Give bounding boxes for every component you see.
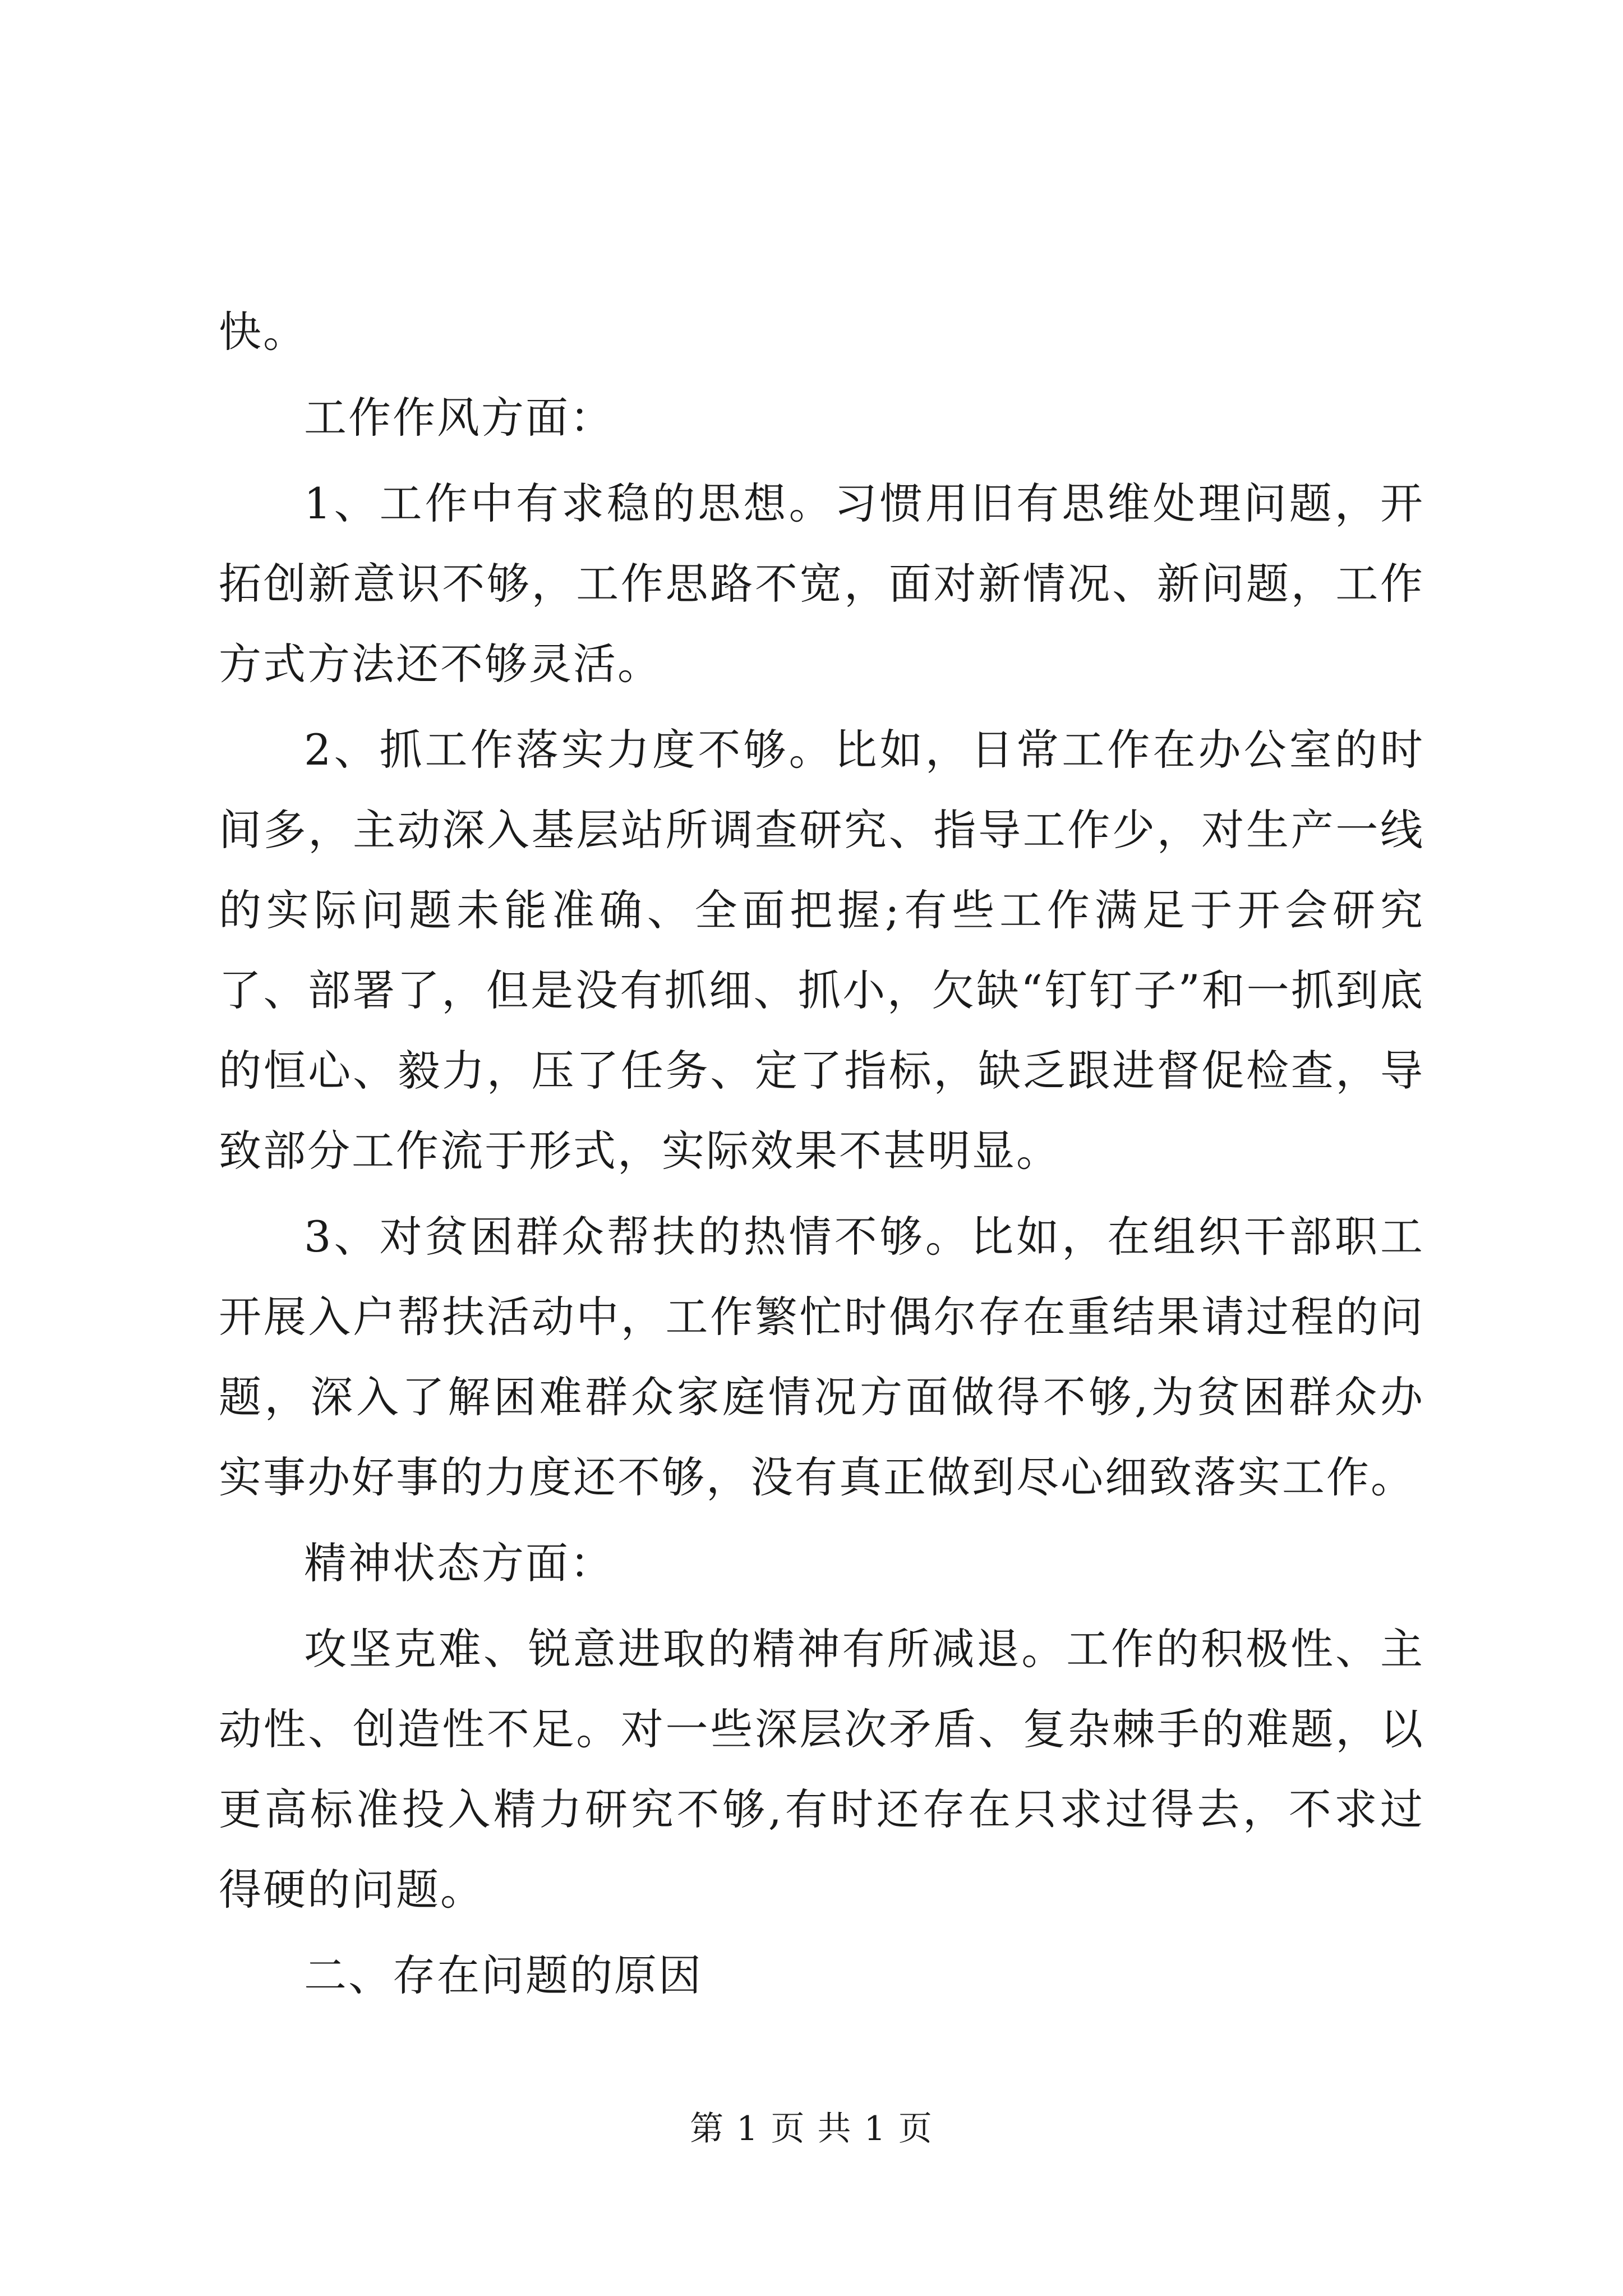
paragraph-item-2: 2、抓工作落实力度不够。比如，日常工作在办公室的时间多，主动深入基层站所调查研究、指导工作少，对生产一线的实际问题未能准确、全面把握;有些工作满足于开会研究了、部署了，但是没有抓细、抓小，欠缺“钉钉子”和一抓到底的恒心、毅力，压了任务、定了指标，缺乏跟进督促检查，导致部分工作流于形式，实际效果不甚明显。 — [219, 725, 1424, 1176]
paragraph-item-1: 1、工作中有求稳的思想。习惯用旧有思维处理问题，开拓创新意识不够，工作思路不宽，面对新情况、新问题，工作方式方法还不够灵活。 — [219, 478, 1424, 689]
paragraph-continuation: 快。 — [219, 307, 307, 357]
page-footer — [0, 2106, 1623, 2151]
page-number-label: 第 1 页 共 1 页 — [690, 2109, 933, 2148]
paragraph-item-3: 3、对贫困群众帮扶的热情不够。比如，在组织干部职工开展入户帮扶活动中，工作繁忙时偶尔存在重结果请过程的问题，深入了解困难群众家庭情况方面做得不够,为贫困群众办实事办好事的力度还不够，没有真正做到尽心细致落实工作。 — [219, 1212, 1424, 1502]
document-body — [219, 292, 1424, 2016]
section-heading-causes: 二、存在问题的原因 — [304, 1950, 703, 2000]
paragraph-mental-state: 攻坚克难、锐意进取的精神有所减退。工作的积极性、主动性、创造性不足。对一些深层次矛盾、复杂棘手的难题，以更高标准投入精力研究不够,有时还存在只求过得去，不求过得硬的问题。 — [219, 1624, 1424, 1915]
section-heading-mental-state: 精神状态方面： — [304, 1538, 614, 1588]
section-heading-work-style: 工作作风方面： — [304, 393, 614, 443]
